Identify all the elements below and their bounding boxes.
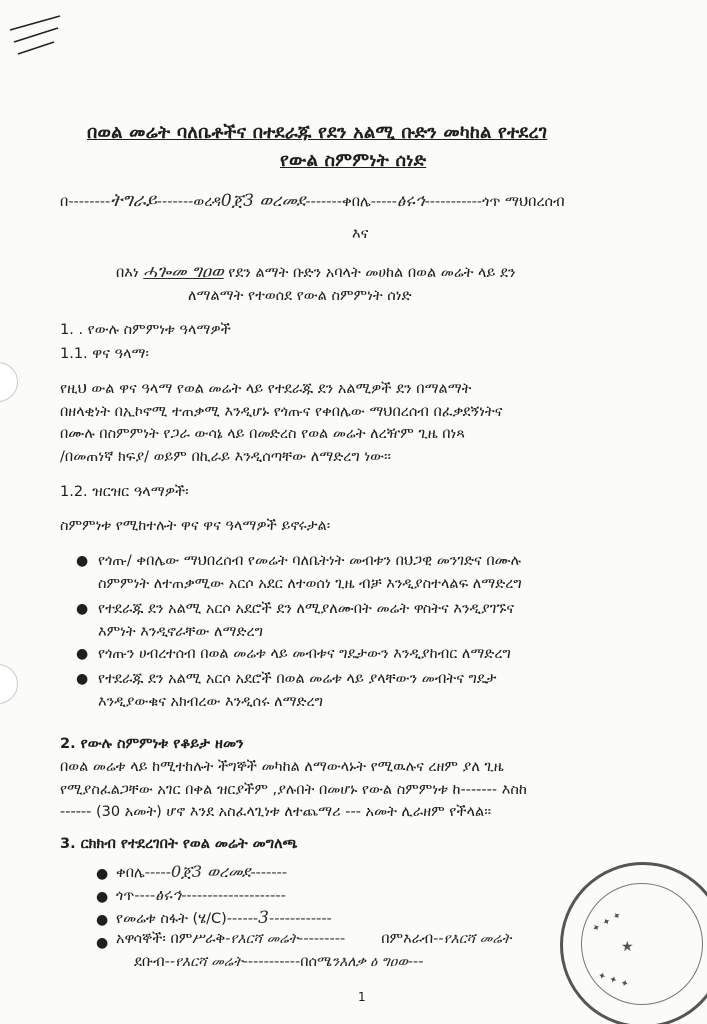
stamp-inner-ring (581, 883, 703, 1005)
paragraph-line: /በመጠነኛ ክፍያ/ ወይም በኪራይ እንዲሰጣቸው ለማድረግ ነው፡፡ (60, 448, 391, 465)
section1-2-intro: ስምምነቱ የሚከተሉት ዋና ዋና ዓላማዎች ይኖሩታል፡ (60, 518, 331, 534)
section3-heading: 3. ርክክብ የተደረገበት የወል መሬት መግለጫ (60, 836, 298, 852)
north-label: በሰሜ (300, 954, 332, 970)
woreda-handwritten: 0ጀ3 ወረመደ (220, 191, 306, 211)
bullet-icon: ● (96, 866, 109, 882)
bullet-icon: ● (76, 646, 89, 662)
region-prefix: በ (60, 194, 69, 210)
section1-heading: 1. . የውሉ ስምምነቱ ዓላማዎች (60, 322, 231, 338)
stamp-mark: ✦ ✦ ✦ (596, 970, 631, 991)
list-item-line: እምነት እንዲኖራቸው ለማድረግ (98, 623, 264, 640)
area-label: የመሬቱ ስፋት (ሄ/C) (116, 911, 227, 927)
section1-2-heading: 1.2. ዝርዝር ዓላማዎች፡ (60, 484, 189, 500)
west-label: በምእራብ (381, 931, 434, 947)
list-item-line: የተደራጁ ደን አልሚ አርሶ አደሮች ደን ለሚያለሙበት መሬት ዋስትና እንዲያገኙና (98, 601, 515, 617)
region-handwritten: ትግራይ (110, 190, 157, 211)
woreda-label: ወረዳ (193, 194, 221, 210)
kebele-handwritten: ፅሩኅ (396, 191, 425, 211)
kebele-label: ቀበሌ (342, 194, 371, 210)
community-label: ጎጥ ማህበረሰብ (482, 194, 565, 210)
neighbors-label: አዋሳኞች፡ (116, 931, 166, 947)
and-label: እና (352, 226, 369, 242)
group-handwritten: ሓጐመ ግዐወ (143, 262, 224, 282)
west-handwritten: የእርሻ መሬት (443, 931, 512, 947)
bullet-icon: ● (96, 889, 109, 905)
area-row: የመሬቱ ስፋት (ሄ/C)------3------------ (116, 908, 332, 928)
got-label: ጎጥ (116, 888, 135, 904)
group-line2: ለማልማት የተወሰደ የውል ስምምነት ሰነድ (188, 288, 412, 304)
list-item-line: የጎጡን ሀብረተሰብ በወል መሬቱ ላይ መብቱና ግዴታውን እንዲያከብር ለማድረግ (98, 646, 511, 662)
kebele-row: ቀበሌ-----0ጀ3 ወረመደ------- (116, 862, 288, 881)
section2-heading: 2. የውሉ ስምምነቱ የቆይታ ዘመን (60, 736, 244, 752)
bullet-icon: ● (96, 912, 109, 928)
list-item-line: የጎጡ/ ቀበሌው ማህበረሰብ የመሬት ባለቤትነት መብቱን በህጋዊ መንገድና በሙሉ (98, 553, 522, 569)
document-title-line2: የውል ስምምነት ሰነድ (280, 150, 427, 171)
kebele-label: ቀበሌ (116, 865, 145, 881)
paragraph-line: የዚህ ውል ዋና ዓላማ የወል መሬት ላይ የተደራጁ ደን አልሚዎች ደን በማልማት (60, 381, 472, 397)
got-handwritten: ፅሩኅ (155, 885, 182, 904)
bullet-icon: ● (76, 553, 89, 569)
list-item-line: እንዲያውቁና አክብረው እንዲሰሩ ለማድረግ (98, 693, 324, 710)
east-label: በምሥራቅ (170, 931, 226, 947)
north-handwritten: ንእለቃ ዕ ግዐወ (331, 954, 408, 970)
bullet-icon: ● (96, 935, 109, 951)
group-suffix: የደን ልማት ቡድን አባላት መሀከል በወል መሬት ላይ ደን (228, 265, 516, 281)
bullet-icon: ● (76, 671, 89, 687)
bullet-icon: ● (76, 601, 89, 617)
section1-1-heading: 1.1. ዋና ዓላማ፡ (60, 346, 149, 362)
official-stamp-icon (560, 862, 707, 1024)
paragraph-line: ------ (30 አመት) ሆኖ እንደ አስፈላጊነቱ ለተጨማሪ --- አመት ሊራዘም የችላል፡፡ (60, 804, 492, 820)
group-prefix: በእነ (116, 265, 139, 281)
east-handwritten: የእርሻ መሬት (230, 931, 299, 947)
neighbors-row: አዋሳኞች፡ በምሥራቅ-የእርሻ መሬት--------- በምእራብ--የእርሻ መሬት (116, 931, 512, 947)
south-label: ደቡብ (134, 954, 165, 970)
document-title-line1: በወል መሬት ባለቤቶችና በተደራጁ የደን አልሚ ቡድን መካከል የተደረገ (87, 122, 548, 143)
paragraph-line: በሙሉ በስምምነት የጋራ ውሳኔ ላይ በመድረስ የወል መሬት ለረዥም ጊዜ በነጻ (60, 426, 465, 442)
paragraph-line: በዘላቂነት በኢኮኖሚ ተጠቃሚ እንዲሆኑ የጎጡና የቀበሌው ማህበረሰብ በፈቃደኝነትና (60, 403, 503, 420)
south-north-row: ደቡብ--የእርሻ መሬት-----------በሰሜንእለቃ ዕ ግዐወ--- (134, 954, 424, 970)
got-row: ጎጥ----ፅሩኅ-------------------- (116, 885, 286, 904)
list-item-line: ስምምነት ለተጠቃሚው አርሶ አደር ለተወሰነ ጊዜ ብቻ እንዲያስተላልፍ ለማድረግ (98, 575, 522, 592)
south-handwritten: የእርሻ መሬት (175, 954, 243, 970)
stamp-mark: ✦ ✦ ✦ (590, 909, 624, 936)
stamp-star-icon: ★ (621, 939, 634, 955)
paragraph-line: በወል መሬቱ ላይ ከሚተከሉት ችግኞች መካከል ለማውላኑት የሚዉሉና ረዘም ያለ ጊዜ (60, 759, 504, 775)
parties-line: በ--------ትግራይ-------ወረዳ0ጀ3 ወረመደ-------ቀበሌ-----ፅሩኅ-----------ጎጥ ማህበረሰብ (60, 190, 565, 211)
list-item-line: የተደራጁ ደን አልሚ አርሶ አደሮች በወል መሬቱ ላይ ያላቸውን መብትና ግዴታ (98, 671, 497, 687)
area-handwritten: 3 (258, 908, 269, 928)
paragraph-line: የሚያስፈልጋቸው አገር በቀል ዝርያችም ,ያሉበት በመሆኑ የውል ስምምነቱ ከ------- እስከ (60, 781, 527, 798)
kebele-handwritten: 0ጀ3 ወረመደ (170, 862, 251, 881)
page-number: 1 (358, 990, 366, 1004)
